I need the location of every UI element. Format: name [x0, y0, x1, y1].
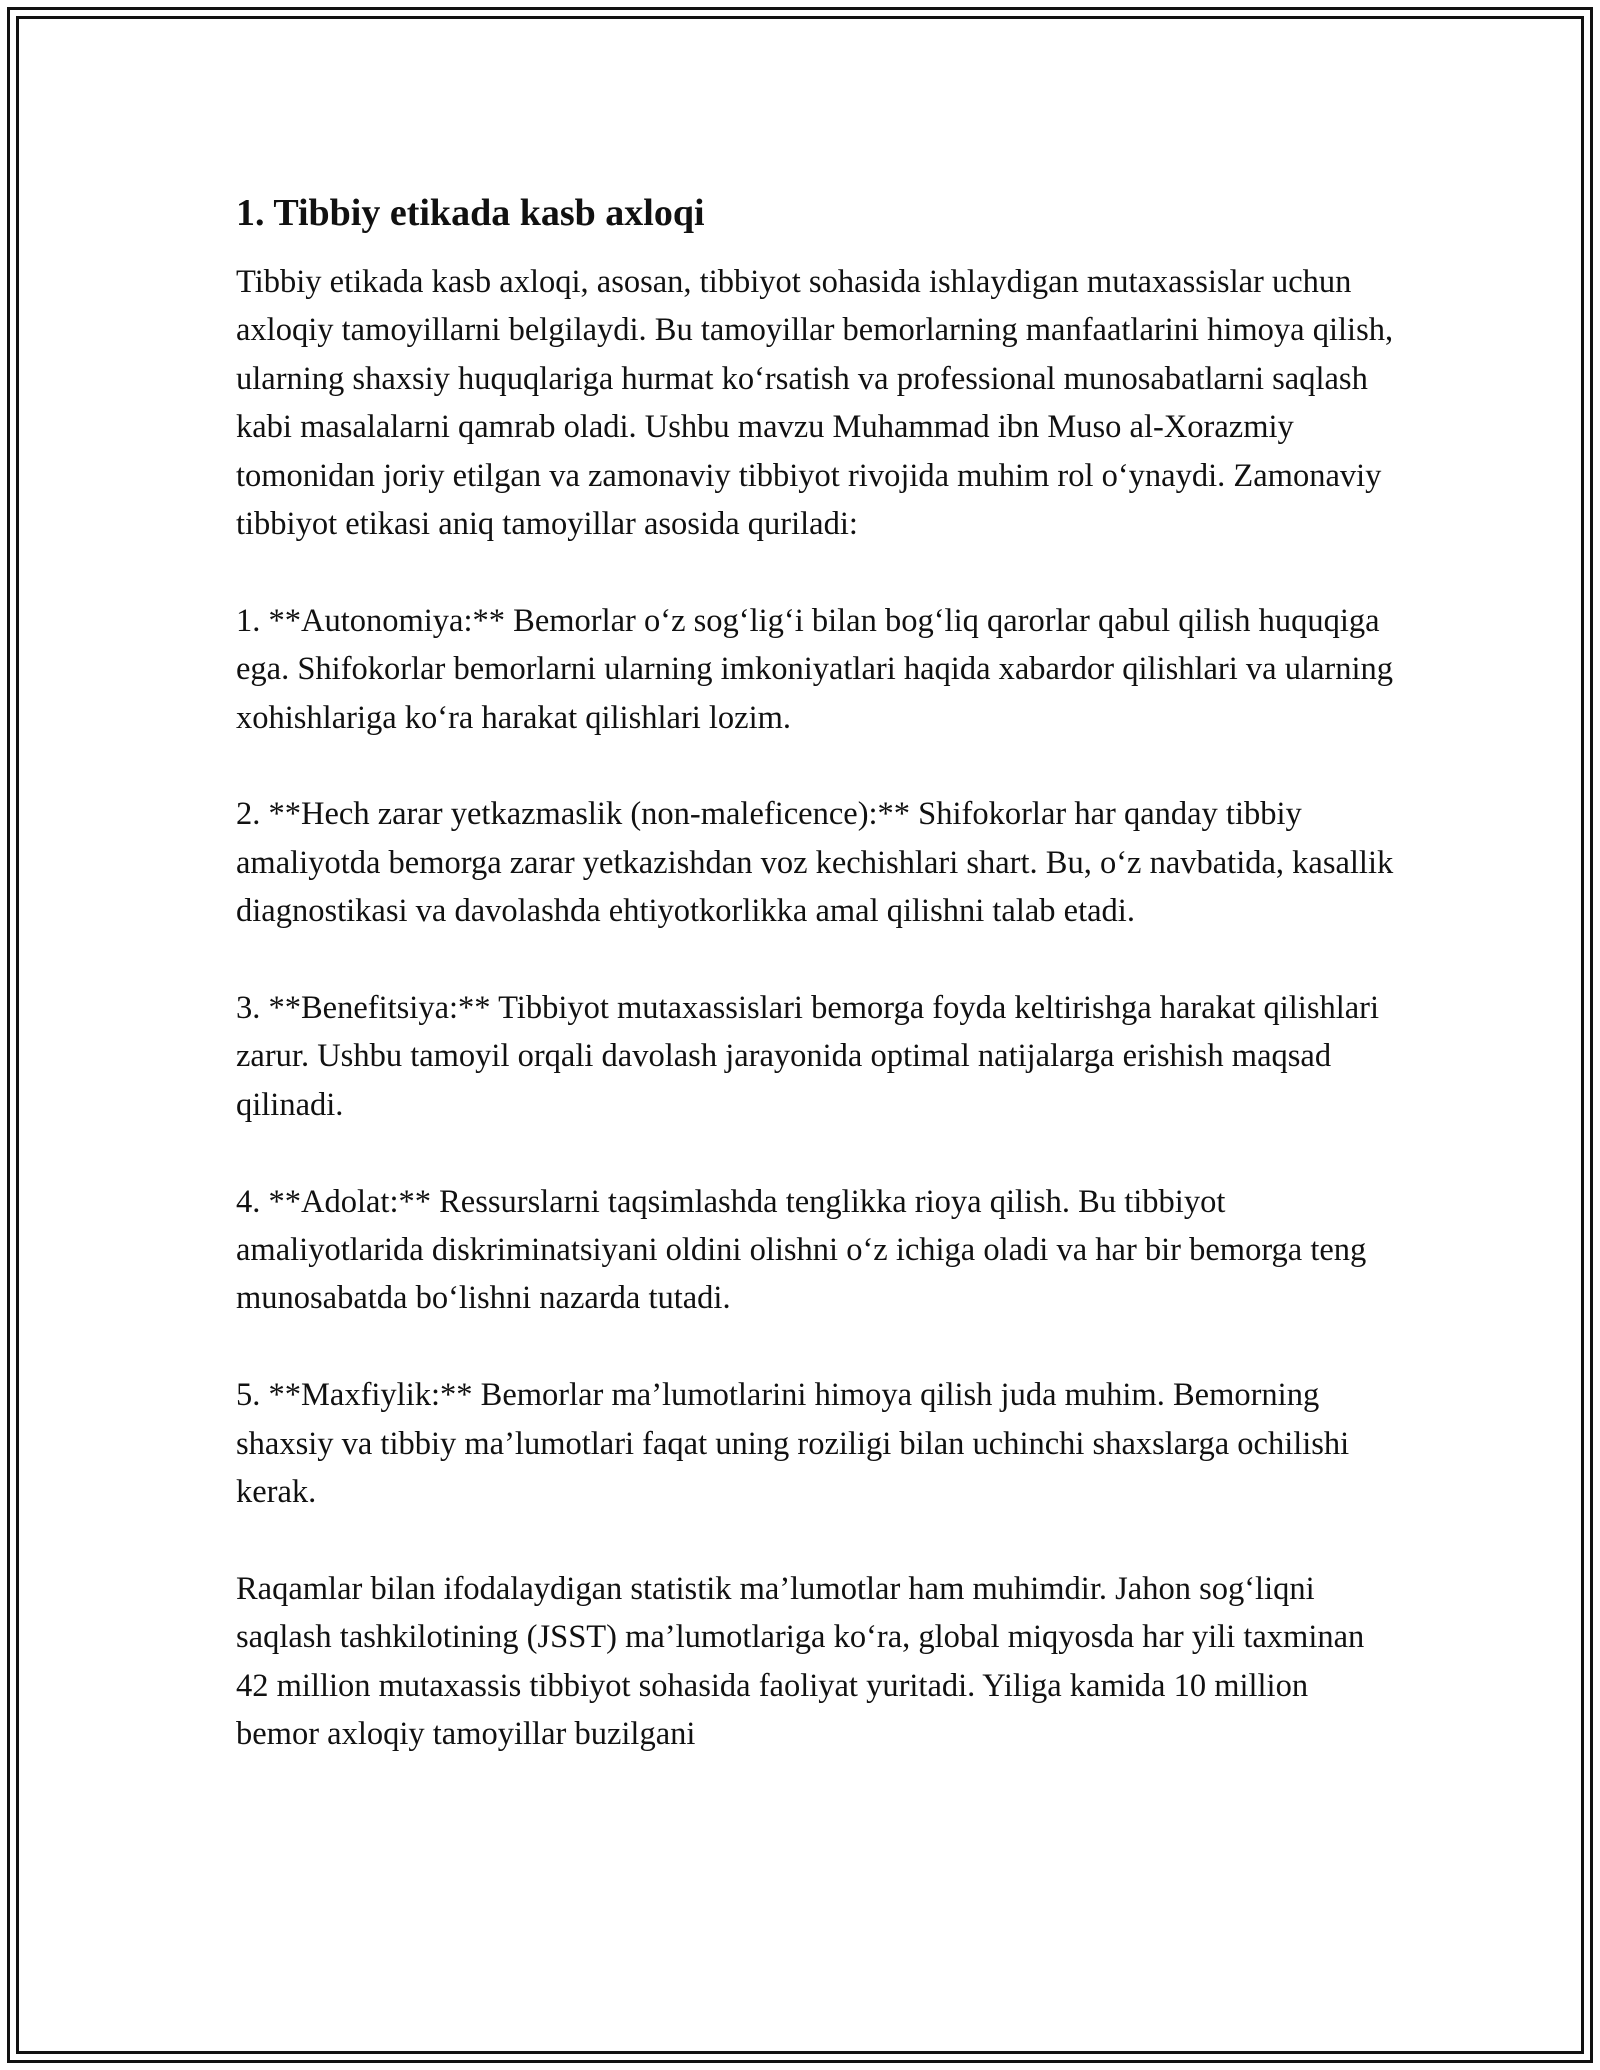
- principle-non-maleficence: 2. **Hech zarar yetkazmaslik (non-maleficence):** Shifokorlar har qanday tibbiy amaliyotda bemorga zarar yetkazishdan voz kechishlari shart. Bu, o‘z navbatida, kasallik diagnostikasi va davolashda ehtiyotkorlikka amal qilishni talab etadi.: [236, 796, 1394, 930]
- closing-paragraph: Raqamlar bilan ifodalaydigan statistik ma’lumotlar ham muhimdir. Jahon sog‘liqni saqlash tashkilotining (JSST) ma’lumotlariga ko‘ra, global miqyosda har yili taxminan 42 million mutaxassis tibbiyot sohasida faoliyat yuritadi. Yiliga kamida 10 million bemor axloqiy tamoyillar buzilgani: [236, 1570, 1365, 1753]
- principle-autonomy: 1. **Autonomiya:** Bemorlar o‘z sog‘lig‘i bilan bog‘liq qarorlar qabul qilish huquqiga ega. Shifokorlar bemorlarni ularning imkoniyatlari haqida xabardor qilishlari va ularning xohishlariga ko‘ra harakat qilishlari lozim.: [236, 602, 1394, 736]
- section-heading: 1. Tibbiy etikada kasb axloqi: [236, 192, 705, 234]
- intro-paragraph: Tibbiy etikada kasb axloqi, asosan, tibbiyot sohasida ishlaydigan mutaxassislar uchun axloqiy tamoyillarni belgilaydi. Bu tamoyillar bemorlarning manfaatlarini himoya qilish, ularning shaxsiy huquqlariga hurmat ko‘rsatish va professional munosabatlarni saqlash kabi masalalarni qamrab oladi. Ushbu mavzu Muhammad ibn Muso al-Xorazmiy tomonidan joriy etilgan va zamonaviy tibbiyot rivojida muhim rol o‘ynaydi. Zamonaviy tibbiyot etikasi aniq tamoyillar asosida quriladi:: [236, 264, 1394, 543]
- document-body: [236, 188, 1396, 1759]
- principle-justice: 4. **Adolat:** Ressurslarni taqsimlashda tenglikka rioya qilish. Bu tibbiyot amaliyotlarida diskriminatsiyani oldini olishni o‘z ichiga oladi va har bir bemorga teng munosabatda bo‘lishni nazarda tutadi.: [236, 1183, 1367, 1317]
- principle-confidentiality: 5. **Maxfiylik:** Bemorlar ma’lumotlarini himoya qilish juda muhim. Bemorning shaxsiy va tibbiy ma’lumotlari faqat uning roziligi bilan uchinchi shaxslarga ochilishi kerak.: [236, 1377, 1350, 1511]
- principle-beneficence: 3. **Benefitsiya:** Tibbiyot mutaxassislari bemorga foyda keltirishga harakat qilishlari zarur. Ushbu tamoyil orqali davolash jarayonida optimal natijalarga erishish maqsad qilinadi.: [236, 990, 1380, 1123]
